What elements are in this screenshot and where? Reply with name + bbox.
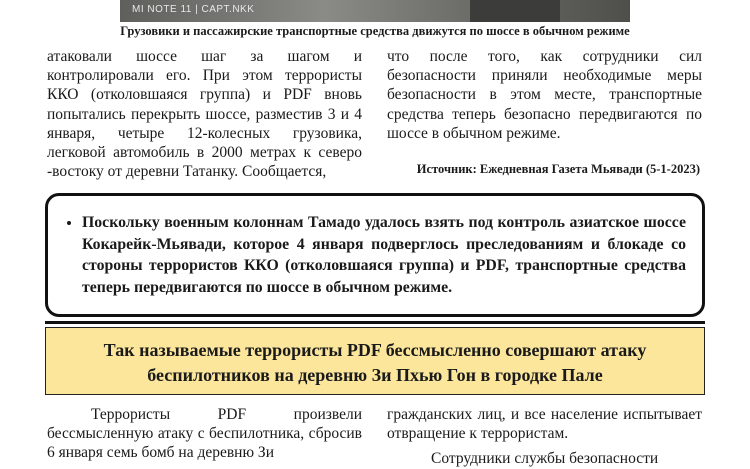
summary-bullet: • Поскольку военным колоннам Тамадо удалось взять под контроль азиатское шоссе Кокарейк-Мьявади, которое 4 января подверглось преследованиям и блокаде со стороны террористов ККО (отколовшаяся группа) и PDF, транспортные средства теперь передвигаются по шоссе в обычном режиме. bbox=[82, 212, 686, 298]
headline-line-2: беспилотников на деревню Зи Пхью Гон в городке Пале bbox=[147, 365, 603, 385]
article2-right-paragraph-1: гражданских лиц, и все население испытывает отвращение к террористам. bbox=[387, 406, 702, 443]
article2-right-paragraph-2: Сотрудники службы безопасности bbox=[431, 450, 659, 468]
section-divider bbox=[45, 321, 705, 324]
photo-watermark: MI NOTE 11 | CAPT.NKK bbox=[132, 4, 255, 15]
summary-box bbox=[45, 193, 705, 317]
headline bbox=[46, 338, 704, 388]
photo-truck-shape bbox=[470, 0, 560, 22]
article2-left-column: Террористы PDF произвели бессмысленную атаку с беспилотника, сбросив 6 января семь бомб на деревню Зи bbox=[47, 406, 362, 462]
photo-caption: Грузовики и пассажирские транспортные средства движутся по шоссе в обычном режиме bbox=[120, 24, 630, 38]
summary-list bbox=[48, 196, 702, 298]
headline-line-1: Так называемые террористы PDF бессмысленно совершают атаку bbox=[103, 340, 647, 360]
article1-left-column: атаковали шоссе шаг за шагом и контролировали его. При этом террористы ККО (отколовшаяся группа) и PDF вновь попытались перекрыть шоссе, разместив 3 и 4 января, четыре 12-колесных грузовика, легковой автомобиль в 2000 метрах к северо -востоку от деревни Татанку. Сообщается, bbox=[47, 48, 362, 181]
article1-source: Источник: Ежедневная Газета Мьявади (5-1-2023) bbox=[416, 162, 700, 176]
headline-box bbox=[45, 327, 705, 395]
photo-bottom-strip bbox=[120, 0, 630, 22]
article2-right-column bbox=[387, 405, 702, 469]
article1-right-column: что после того, как сотрудники сил безопасности приняли необходимые меры безопасности в этом месте, транспортные средства теперь безопасно передвигаются по шоссе в обычном режиме. bbox=[387, 48, 702, 142]
